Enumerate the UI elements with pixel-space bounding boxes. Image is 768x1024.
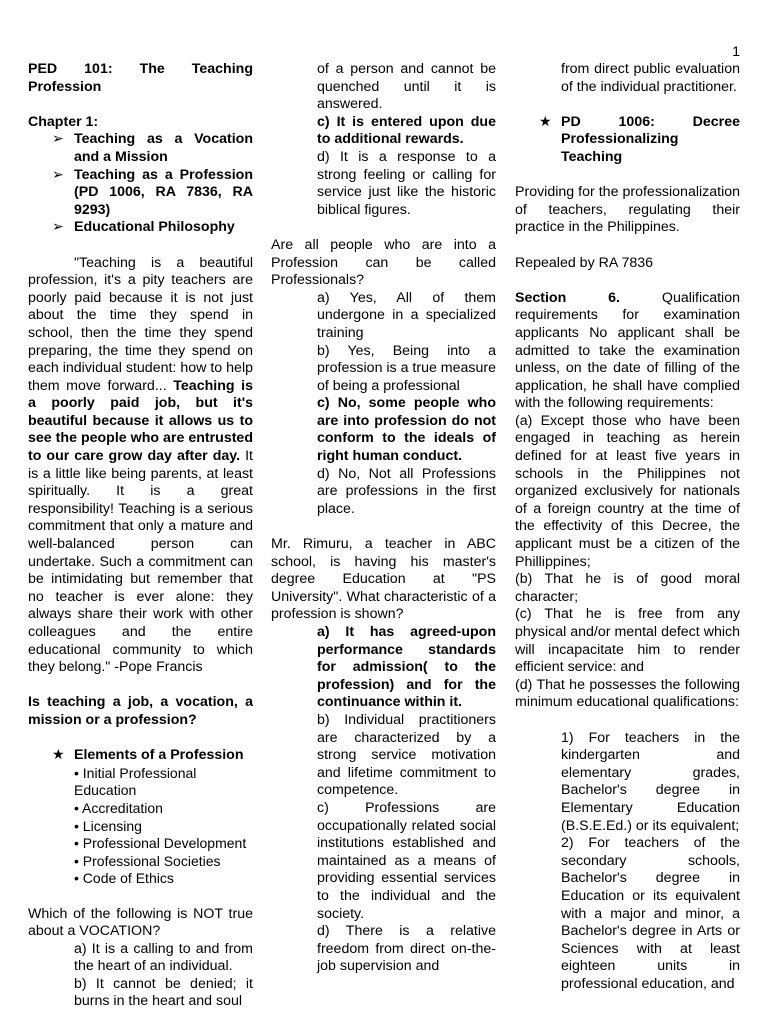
answer-option: b) Yes, Being into a profession is a true measure of being a professional <box>317 342 497 394</box>
answer-option: d) No, Not all Professions are professions in the first place. <box>317 465 496 517</box>
requirement-c: (c) That he is free from any physical and/or mental defect which will incapacitate him to render efficient service: and <box>515 606 740 676</box>
elements-heading: ★ Elements of a Profession <box>52 747 244 764</box>
elements-list <box>28 765 253 888</box>
section-6: Section 6. Qualification requirements for examination applicants No applicant shall be admitted to take the examination unless, on the date of filling of the application, he shall have complied with the following requirements: <box>515 289 740 412</box>
arrow-bullet-icon: ➢ <box>52 166 64 183</box>
question-heading: Is teaching a job, a vocation, a mission or a profession? <box>28 694 253 728</box>
answer-option: c) Professions are occupationally related social institutions established and maintained as a means of providing essential services to the individual and the society. <box>317 799 496 922</box>
chapter-label: Chapter 1: <box>28 113 99 130</box>
column-2 <box>271 61 496 976</box>
requirement-d: (d) That he possesses the following minimum educational qualifications: <box>515 676 740 711</box>
list-item: • Professional Societies <box>74 852 221 869</box>
list-item: • Licensing <box>74 817 142 834</box>
list-item: • Initial Professional Education <box>74 764 197 799</box>
answer-option-correct: a) It has agreed-upon performance standards for admission( to the profession) and for the continuance within it. <box>317 624 496 711</box>
answer-option: d) It is a response to a strong feeling or calling for service just like the historic biblical figures. <box>317 148 496 218</box>
chapter-item: ➢ Teaching as a Profession (PD 1006, RA 7836, RA 9293) <box>52 166 253 218</box>
rimuru-question: Mr. Rimuru, a teacher in ABC school, is having his master's degree Education at "PS University". What characteristic of a profession is shown? <box>271 536 496 623</box>
answer-option: b) Individual practitioners are characterized by a strong service motivation and lifetime commitment to competence. <box>317 711 496 799</box>
arrow-bullet-icon: ➢ <box>52 131 64 148</box>
requirement-a: (a) Except those who have been engaged in teaching as herein defined for at least five years in schools in the Philippines not organized exclusively for nationals of a foreign country at the time of the effectivity of this Decree, the applicant must be a citizen of the Phillippines; <box>515 412 740 570</box>
qualification-1: 1) For teachers in the kindergarten and elementary grades, Bachelor's degree in Elementary Education (B.S.E.Ed.) or its equivalent; <box>561 729 740 834</box>
qualification-2: 2) For teachers of the secondary schools, Bachelor's degree in Education or its equivalent with a major and minor, a Bachelor's degree in Arts or Sciences with at least eighteen units in professional education, and <box>561 835 740 992</box>
list-item: • Accreditation <box>74 799 163 816</box>
answer-option: d) There is a relative freedom from direct on-the-job supervision and <box>317 923 496 975</box>
answer-option: of a person and cannot be quenched until it is answered. <box>317 61 496 113</box>
answer-option: b) It cannot be denied; it burns in the heart and soul <box>74 975 253 1010</box>
list-item: • Code of Ethics <box>74 870 174 887</box>
answer-option: a) Yes, All of them undergone in a specialized training <box>317 289 496 341</box>
page-number: 1 <box>732 44 740 60</box>
star-bullet-icon: ★ <box>539 113 552 130</box>
answer-option-correct: c) It is entered upon due to additional rewards. <box>317 113 496 148</box>
document-title: PED 101: The Teaching Profession <box>28 61 253 95</box>
repealed-note: Repealed by RA 7836 <box>515 254 654 271</box>
vocation-question: Which of the following is NOT true about a VOCATION? <box>28 905 253 940</box>
star-bullet-icon: ★ <box>52 747 65 764</box>
answer-option: from direct public evaluation of the individual practitioner. <box>561 61 740 95</box>
list-item: • Professional Development <box>74 835 247 852</box>
answer-option: a) It is a calling to and from the heart of an individual. <box>74 940 253 975</box>
column-3 <box>515 61 740 993</box>
arrow-bullet-icon: ➢ <box>52 219 64 236</box>
chapter-item: ➢ Teaching as a Vocation and a Mission <box>52 131 253 165</box>
answer-option-correct: c) No, some people who are into profession do not conform to the ideals of right human conduct. <box>317 395 496 465</box>
pd-description: Providing for the professionalization of teachers, regulating their practice in the Philippines. <box>515 184 740 236</box>
profession-question: Are all people who are into a Profession can be called Professionals? <box>271 236 496 289</box>
pd-1006-heading: ★ PD 1006: Decree Professionalizing Teaching <box>539 113 740 165</box>
requirement-b: (b) That he is of good moral character; <box>515 571 740 605</box>
pope-francis-quote: "Teaching is a beautiful profession, it's a pity teachers are poorly paid because it is not just about the time they spend in school, then the time they spend preparing, the time they spend on each individual student: how to help them move forward... Teaching is a poorly paid job, but it's beautiful because it allows us to see the people who are entrusted to our care grow day after day. It is a little like being parents, at least spiritually. It is a great responsibility! Teaching is a serious commitment that only a mature and well-balanced person can undertake. Such a commitment can be intimidating but remember that no teacher is ever alone: they always share their work with other colleagues and the entire educational community to which they belong." -Pope Francis <box>28 254 253 676</box>
chapter-item: ➢ Educational Philosophy <box>52 219 235 236</box>
column-1 <box>28 61 253 1011</box>
